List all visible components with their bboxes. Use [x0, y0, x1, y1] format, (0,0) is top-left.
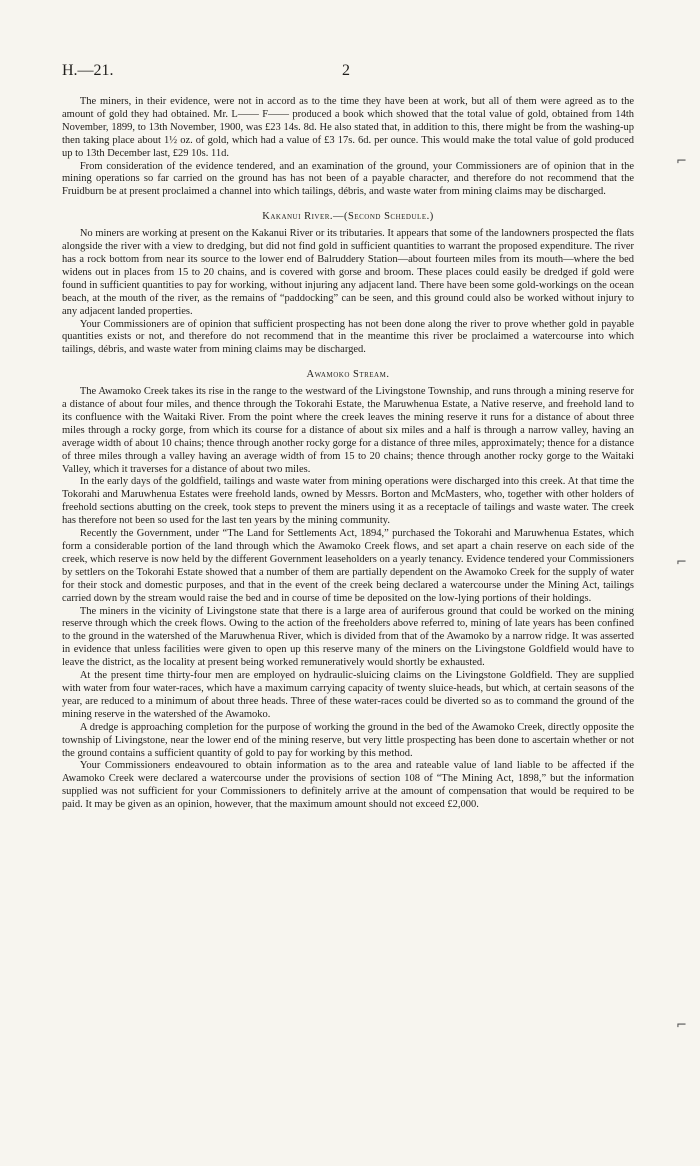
- paragraph: The Awamoko Creek takes its rise in the range to the westward of the Livingstone Township, and runs through a mining reserve for a distance of about four miles, and thence through the Tokorahi Estate, the Maruwhenua Estate, a Native reserve, and freehold land to its confluence with the Waitaki River. From the point where the creek leaves the mining reserve it runs for a distance of about three miles through a rocky gorge, from which its course for a distance of about six miles and a half is through a narrow valley, having an average width of about 10 chains; thence through another rocky gorge for a distance of three miles, approximately; thence for a distance of three miles through a valley having an average width of from 15 to 20 chains; thence through another rocky gorge to the Waitaki Valley, which it traverses for a distance of about two miles.: [62, 386, 634, 475]
- margin-pencil-mark: ⌐: [676, 555, 687, 570]
- page-number: 2: [342, 62, 350, 79]
- document-body: [62, 96, 634, 812]
- paragraph: Your Commissioners endeavoured to obtain information as to the area and rateable value of land liable to be affected if the Awamoko Creek were declared a watercourse under the provisions of section 108 of “The Mining Act, 1898,” but the information supplied was not sufficient for your Commissioners to definitely arrive at the amount of compensation that would be required to be paid. It may be given as an opinion, however, that the maximum amount should not exceed £2,000.: [62, 760, 634, 811]
- paragraph: Your Commissioners are of opinion that sufficient prospecting has not been done along the river to prove whether gold in payable quantities exists or not, and therefore do not recommend that in the meantime this river be proclaimed a watercourse into which tailings, débris, and waste water from mining claims may be discharged.: [62, 318, 634, 356]
- paragraph: In the early days of the goldfield, tailings and waste water from mining operations were discharged into this creek. At that time the Tokorahi and Maruwhenua Estates were freehold lands, owned by Messrs. Borton and McMasters, who, together with other holders of freehold sections abutting on the creek, took steps to prevent the miners using it as a receptacle of tailings and waste water. The creek has therefore not been so used for the last ten years by the mining community.: [62, 476, 634, 527]
- paragraph: Recently the Government, under “The Land for Settlements Act, 1894,” purchased the Tokorahi and Maruwhenua Estates, which form a considerable portion of the land through which the Awamoko Creek flows, and set apart a chain reserve on each side of the creek, which reserve is now held by the different Government leaseholders on a yearly tenancy. Evidence tendered your Commissioners by settlers on the Tokorahi Estate showed that a number of them are partially dependent on the Awamoko Creek for the supply of water for their stock and domestic purposes, and that in the event of the creek being declared a watercourse under the Mining Act, tailings carried down by the stream would raise the bed and in course of time be deposited on the low-lying portions of their holdings.: [62, 528, 634, 604]
- margin-pencil-mark: ⌐: [676, 154, 687, 169]
- page-header: [62, 62, 632, 84]
- section-heading-awamoko: Awamoko Stream.: [306, 369, 390, 381]
- paragraph: The miners, in their evidence, were not in accord as to the time they have been at work, but all of them were agreed as to the amount of gold they had obtained. Mr. L—— F—— produced a book which showed that the total value of gold, obtained from 14th November, 1899, to 13th November, 1900, was £23 14s. 8d. He also stated that, in addition to this, there might be from the washing-up then taking place about 1½ oz. of gold, which had a value of £3 17s. 6d. per ounce. This would make the total value of gold produced up to 13th December last, £29 10s. 11d.: [62, 96, 634, 159]
- paragraph: No miners are working at present on the Kakanui River or its tributaries. It appears that some of the landowners prospected the flats alongside the river with a view to dredging, but did not find gold in sufficient quantities to warrant the proposed expenditure. The river has a rock bottom from near its source to the lower end of Balruddery Station—about fourteen miles from its mouth—where the bed widens out in places from 15 to 20 chains, and is covered with gorse and broom. These places could easily be dredged if gold were found in sufficient quantities to pay for working, without injuring any adjacent land. There have been some gold-workings on the ocean beach, at the mouth of the river, as the remains of “paddocking” can be seen, and this ground could also be worked without injury to any adjacent landed properties.: [62, 228, 634, 317]
- paragraph: A dredge is approaching completion for the purpose of working the ground in the bed of the Awamoko Creek, directly opposite the township of Livingstone, near the lower end of the mining reserve, but very little prospecting has been done to ascertain whether or not the ground contains a sufficient quantity of gold to pay for working by this method.: [62, 721, 634, 759]
- paragraph: At the present time thirty-four men are employed on hydraulic-sluicing claims on the Livingstone Goldfield. They are supplied with water from four water-races, which have a maximum carrying capacity of twenty sluice-heads, but which, at certain seasons of the year, are reduced to a minimum of about three heads. Three of these water-races could be diverted so as to command the ground of the mining reserve in the watershed of the Awamoko.: [62, 670, 634, 720]
- paragraph: The miners in the vicinity of Livingstone state that there is a large area of auriferous ground that could be worked on the mining reserve through which the creek flows. Owing to the action of the freeholders above referred to, mining of late years has been confined to the ground in the watershed of the Maruwhenua River, which is divided from that of the Awamoko by a narrow ridge. It was asserted in evidence that unless facilities were given to open up this reserve many of the miners on the Livingstone Goldfield would have to leave the district, as the locality at present being worked remuneratively would shortly be exhausted.: [62, 605, 634, 669]
- section-heading-kakanui: Kakanui River.—(Second Schedule.): [262, 211, 434, 223]
- margin-pencil-mark: ⌐: [676, 1018, 687, 1033]
- paragraph: From consideration of the evidence tendered, and an examination of the ground, your Commissioners are of opinion that in the mining operations so far carried on the ground has has not been of a payable character, and therefore do not recommend that the Fruidburn be at present proclaimed a channel into which tailings, débris, and waste water from mining claims may be discharged.: [62, 160, 634, 198]
- document-reference: H.—21.: [62, 62, 114, 79]
